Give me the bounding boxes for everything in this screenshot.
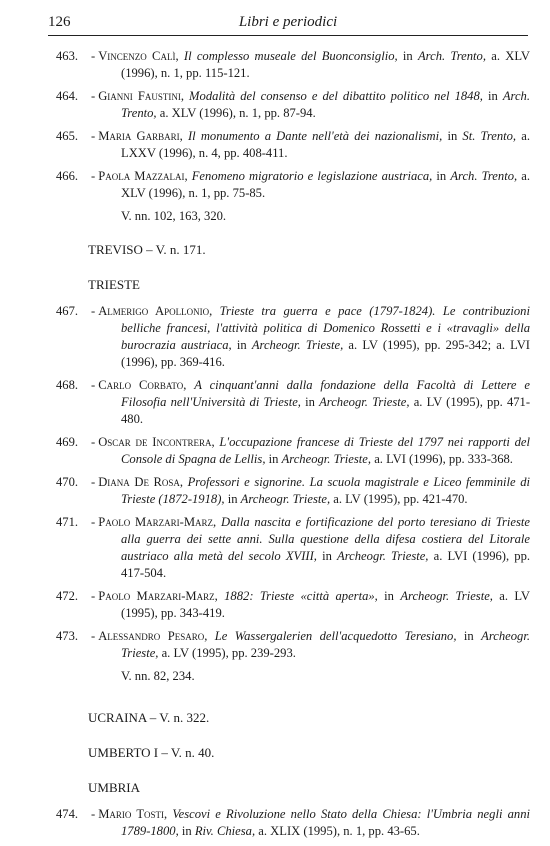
entry-in: in [436, 169, 447, 183]
entry-in: in [487, 89, 498, 103]
entry-journal: Arch. Trento, [417, 49, 486, 63]
entry-title: Modalità del consenso e del dibattito politico nel 1848, [189, 89, 483, 103]
entry-journal: St. Trento, [462, 129, 517, 143]
entry-number: 468. [56, 378, 79, 392]
entry-468: 468. - Carlo Corbato, A cinquant'anni dalla fondazione della Facoltà di Lettere e Filosofia nell'Università di Trieste, in Archeogr. Trieste, a. LV (1995), pp. 471-480. [56, 378, 531, 426]
entry-number: 470. [56, 475, 79, 489]
entry-details: a. XLV (1996), n. 1, pp. 75-85. [121, 169, 530, 200]
header-rule [48, 35, 528, 36]
entry-details: a. LXXV (1996), n. 4, pp. 408-411. [121, 129, 530, 160]
entry-470: 470. - Diana De Rosa, Professori e signorine. La scuola magistrale e Liceo femminile di Trieste (1872-1918), in Archeogr. Trieste, a. LV (1995), pp. 421-470. [56, 475, 530, 506]
entry-in: in [402, 49, 413, 63]
entry-number: 465. [56, 129, 79, 143]
entry-details: a. LVI (1996), pp. 417-504. [121, 549, 531, 580]
entry-title: Il complesso museale del Buonconsiglio, [183, 49, 398, 63]
entry-467: 467. - Almerigo Apollonio, Trieste tra guerra e pace (1797-1824). Le contribuzioni belliche francesi, l'attività politica di Domenico Rossetti e i «travagli» della burocrazia austriaca, in Archeogr. Trieste, a. LV (1995), pp. 295-342; a. LVI (1996), pp. 369-416. [56, 304, 530, 369]
entry-471: 471. - Paolo Marzari-Marz, Dalla nascita e fortificazione del porto teresiano di Trieste alla guerra dei sette anni. Sulla questione della difesa costiera del Litorale austriaco alla metà del secolo XVIII, in Archeogr. Trieste, a. LVI (1996), pp. 417-504. [56, 515, 531, 580]
section-heading-treviso: TREVISO – V. n. 171. [88, 242, 206, 257]
cross-reference: V. nn. 82, 234. [121, 669, 195, 683]
entry-in: in [181, 824, 192, 838]
entry-463: 463. - Vincenzo Calì, Il complesso museale del Buonconsiglio, in Arch. Trento, a. XLV (1996), n. 1, pp. 115-121. [56, 49, 530, 80]
entry-title: Trieste tra guerra e pace (1797-1824). Le contribuzioni belliche francesi, l'attività politica di Domenico Rossetti e i «travagli» della burocrazia austriaca, [121, 304, 530, 352]
entry-author: Vincenzo Calì, [98, 49, 179, 63]
entry-number: 467. [56, 304, 79, 318]
page-number: 126 [48, 14, 71, 30]
entry-in: in [463, 629, 474, 643]
entry-number: 464. [56, 89, 79, 103]
entry-journal: Archeogr. Trieste, [319, 395, 410, 409]
entry-details: a. LVI (1996), pp. 333-368. [374, 452, 513, 466]
entry-title: A cinquant'anni dalla fondazione della Facoltà di Lettere e Filosofia nell'Università di Trieste, [121, 378, 530, 409]
cross-reference: V. nn. 102, 163, 320. [121, 209, 227, 223]
entry-details: a. XLV (1996), n. 1, pp. 115-121. [121, 49, 530, 80]
entry-number: 463. [56, 49, 79, 63]
entry-journal: Arch. Trento, [450, 169, 518, 183]
entry-author: Gianni Faustini, [98, 89, 184, 103]
entry-in: in [384, 589, 394, 603]
entry-472: 472. - Paolo Marzari-Marz, 1882: Trieste «città aperta», in Archeogr. Trieste, a. LV (1995), pp. 343-419. [56, 589, 530, 620]
entry-number: 469. [56, 435, 79, 449]
entry-title: Professori e signorine. La scuola magistrale e Liceo femminile di Trieste (1872-1918), [121, 475, 530, 506]
entry-title: Fenomeno migratorio e legislazione austriaca, [191, 169, 433, 183]
entry-details: a. XLV (1996), n. 1, pp. 87-94. [159, 106, 316, 120]
entry-details: a. LV (1995), pp. 343-419. [121, 589, 530, 620]
entry-author: Mario Tosti, [98, 807, 168, 821]
entry-author: Paolo Marzari-Marz, [98, 515, 217, 529]
entry-number: 471. [56, 515, 79, 529]
bibliography-list [48, 48, 530, 846]
section-heading-ucraina: UCRAINA – V. n. 322. [88, 710, 210, 725]
entry-details: a. LV (1995), pp. 239-293. [161, 646, 296, 660]
entry-465: 465. - Maria Garbari, Il monumento a Dante nell'età dei nazionalismi, in St. Trento, a. LXXV (1996), n. 4, pp. 408-411. [56, 129, 530, 160]
entry-journal: Archeogr. Trieste, [337, 549, 429, 563]
entry-journal: Archeogr. Trieste, [251, 338, 344, 352]
entry-author: Carlo Corbato, [98, 378, 187, 392]
entry-title: Dalla nascita e fortificazione del porto teresiano di Trieste alla guerra dei sette anni. Sulla questione della difesa costiera del Litorale austriaco alla metà del secolo XVIII, [121, 515, 530, 563]
entry-details: a. LV (1995), pp. 295-342; a. LVI (1996), pp. 369-416. [121, 338, 530, 369]
section-heading-trieste: TRIESTE [88, 277, 140, 292]
entry-469: 469. - Oscar de Incontrera, L'occupazione francese di Trieste del 1797 nei rapporti del Console di Spagna de Lellis, in Archeogr. Trieste, a. LVI (1996), pp. 333-368. [56, 435, 530, 466]
entry-number: 466. [56, 169, 79, 183]
entry-in: in [268, 452, 279, 466]
entry-in: in [227, 492, 238, 506]
entry-details: a. LV (1995), pp. 421-470. [333, 492, 468, 506]
entry-466: 466. - Paola Mazzalai, Fenomeno migratorio e legislazione austriaca, in Arch. Trento, a. XLV (1996), n. 1, pp. 75-85. [56, 169, 530, 200]
entry-474: 474. - Mario Tosti, Vescovi e Rivoluzione nello Stato della Chiesa: l'Umbria negli anni 1789-1800, in Riv. Chiesa, a. XLIX (1995), n. 1, pp. 43-65. [56, 807, 530, 838]
section-heading-umberto: UMBERTO I – V. n. 40. [88, 745, 215, 760]
entry-details: a. XLIX (1995), n. 1, pp. 43-65. [258, 824, 420, 838]
entry-author: Almerigo Apollonio, [98, 304, 213, 318]
entry-details: a. LV (1995), pp. 471-480. [121, 395, 531, 426]
section-heading-umbria: UMBRIA [88, 780, 141, 795]
entry-title: L'occupazione francese di Trieste del 1797 nei rapporti del Console di Spagna de Lellis, [121, 435, 530, 466]
entry-title: Vescovi e Rivoluzione nello Stato della Chiesa: l'Umbria negli anni 1789-1800, [121, 807, 530, 838]
entry-in: in [305, 395, 315, 409]
entry-author: Paolo Marzari-Marz, [98, 589, 218, 603]
entry-number: 474. [56, 807, 79, 821]
entry-number: 473. [56, 629, 79, 643]
entry-journal: Archeogr. Trieste, [400, 589, 493, 603]
entry-journal: Riv. Chiesa, [194, 824, 256, 838]
entry-author: Paola Mazzalai, [98, 169, 188, 183]
entry-in: in [322, 549, 332, 563]
entry-title: 1882: Trieste «città aperta», [224, 589, 378, 603]
entry-journal: Archeogr. Trieste, [121, 629, 530, 660]
entry-journal: Arch. Trento, [121, 89, 530, 120]
entry-in: in [236, 338, 247, 352]
entry-in: in [447, 129, 458, 143]
entry-464: 464. - Gianni Faustini, Modalità del consenso e del dibattito politico nel 1848, in Arch. Trento, a. XLV (1996), n. 1, pp. 87-94. [56, 89, 530, 120]
entry-author: Diana De Rosa, [98, 475, 184, 489]
page-header [48, 14, 528, 36]
entry-author: Alessandro Pesaro, [98, 629, 208, 643]
entry-author: Oscar de Incontrera, [98, 435, 215, 449]
entry-journal: Archeogr. Trieste, [240, 492, 331, 506]
entry-title: Il monumento a Dante nell'età dei nazionalismi, [187, 129, 443, 143]
entry-author: Maria Garbari, [98, 129, 183, 143]
entry-473: 473. - Alessandro Pesaro, Le Wassergalerien dell'acquedotto Teresiano, in Archeogr. Trieste, a. LV (1995), pp. 239-293. [56, 629, 530, 660]
running-title: Libri e periodici [238, 14, 338, 30]
entry-journal: Archeogr. Trieste, [281, 452, 372, 466]
entry-number: 472. [56, 589, 79, 603]
entry-title: Le Wassergalerien dell'acquedotto Teresiano, [214, 629, 457, 643]
